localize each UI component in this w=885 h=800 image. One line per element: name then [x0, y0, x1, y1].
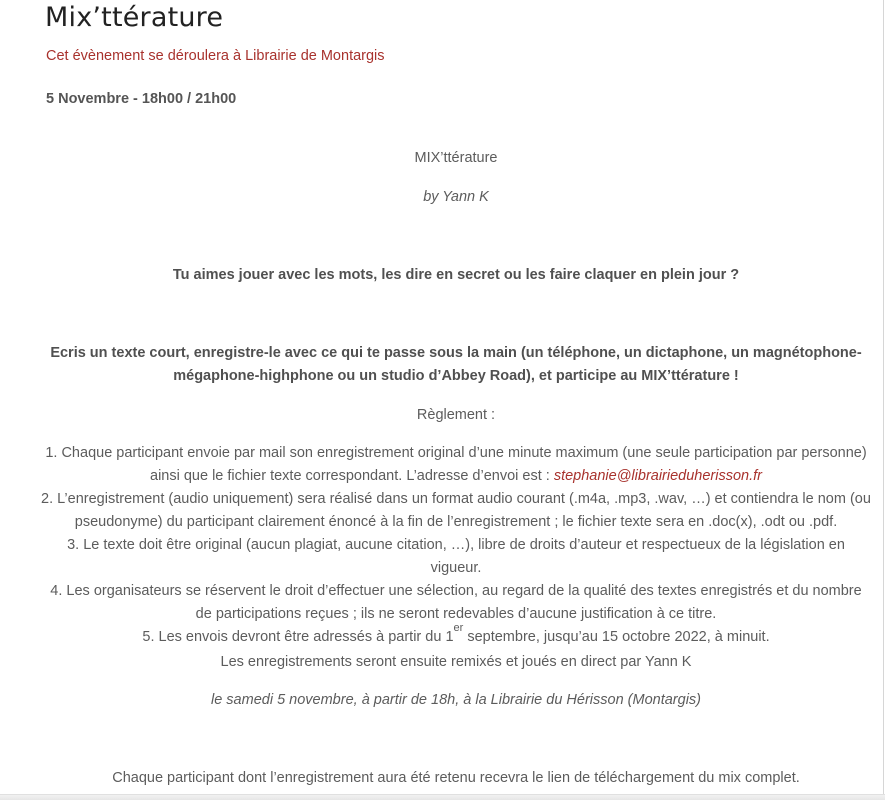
- remix-line: Les enregistrements seront ensuite remixés et joués en direct par Yann K: [220, 654, 692, 670]
- closing-line: Chaque participant dont l’enregistrement aura été retenu recevra le lien de téléchargement du mix complet.: [112, 770, 800, 786]
- rule-5-pre: 5. Les envois devront être adressés à partir du 1: [142, 629, 454, 645]
- page-border-right: [883, 0, 884, 796]
- page-border-bottom: [0, 794, 885, 800]
- rule-4-line-2: de participations reçues ; ils ne seront redevables d’aucune justification à ce titre.: [195, 606, 717, 622]
- rule-1-line-1: 1. Chaque participant envoie par mail son enregistrement original d’une minute maximum (une seule participation par personne): [45, 445, 867, 461]
- rule-1-text: ainsi que le fichier texte correspondant. L’adresse d’envoi est :: [150, 468, 554, 484]
- page-title: Mix’ttérature: [45, 2, 224, 33]
- event-line: le samedi 5 novembre, à partir de 18h, à la Librairie du Hérisson (Montargis): [210, 692, 701, 708]
- body-heading: MIX’ttérature: [414, 150, 498, 166]
- rule-5: [40, 622, 872, 649]
- rule-2-line-1: 2. L’enregistrement (audio uniquement) sera réalisé dans un format audio courant (.m4a, .mp3, .wav, …) et contiendra le nom (ou: [41, 491, 871, 507]
- call-line-1: Ecris un texte court, enregistre-le avec ce qui te passe sous la main (un téléphone, un dictaphone, un magnétophone-: [50, 345, 862, 361]
- call-line-2: mégaphone-highphone ou un studio d’Abbey Road), et participe au MIX’ttérature !: [173, 368, 739, 384]
- rule-2-line-2: pseudonyme) du participant clairement énoncé à la fin de l’enregistrement ; le fichier texte sera en .doc(x), .odt ou .pdf.: [74, 514, 838, 530]
- rule-5-post: septembre, jusqu’au 15 octobre 2022, à minuit.: [463, 629, 770, 645]
- rule-5-sup: er: [453, 622, 464, 635]
- event-date-time: 5 Novembre - 18h00 / 21h00: [46, 91, 237, 107]
- rule-1-line-2: [40, 465, 872, 488]
- event-location: Cet évènement se déroulera à Librairie de Montargis: [46, 48, 385, 64]
- email-link[interactable]: stephanie@librairieduherisson.fr: [553, 468, 762, 484]
- rule-3: 3. Le texte doit être original (aucun plagiat, aucune citation, …), libre de droits d’auteur et respectueux de la législation en vigueur.: [67, 537, 845, 576]
- rules-label: Règlement :: [416, 407, 496, 423]
- call-to-action: [40, 342, 872, 388]
- byline: by Yann K: [423, 189, 489, 205]
- rules-list: [40, 442, 872, 649]
- rule-4-line-1: 4. Les organisateurs se réservent le droit d’effectuer une sélection, au regard de la qualité des textes enregistrés et du nombre: [50, 583, 862, 599]
- tagline: Tu aimes jouer avec les mots, les dire en secret ou les faire claquer en plein jour ?: [172, 267, 740, 283]
